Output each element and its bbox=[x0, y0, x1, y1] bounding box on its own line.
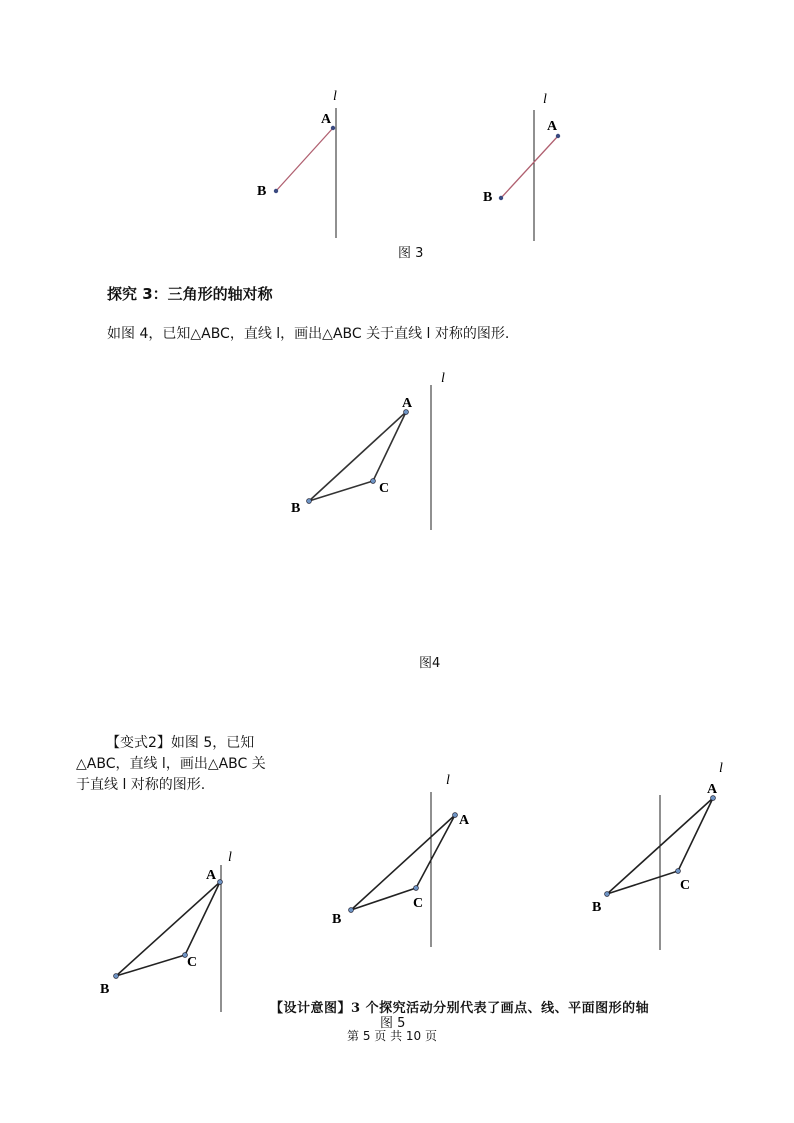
label-b: B bbox=[332, 912, 342, 927]
label-b: B bbox=[100, 982, 110, 997]
line-l-label: l bbox=[441, 371, 445, 386]
figure5-caption: 图 5 bbox=[380, 1016, 406, 1031]
point-b bbox=[114, 974, 119, 979]
label-c: C bbox=[379, 481, 390, 496]
point-c bbox=[371, 479, 376, 484]
figure4-caption: 图4 bbox=[419, 656, 441, 671]
figure5-right bbox=[592, 761, 723, 950]
label-b: B bbox=[291, 501, 301, 516]
label-a: A bbox=[206, 868, 217, 883]
point-b bbox=[274, 189, 278, 193]
segment-ab bbox=[501, 136, 558, 198]
point-a bbox=[218, 880, 223, 885]
point-b bbox=[307, 499, 312, 504]
point-c bbox=[414, 886, 419, 891]
figure5-middle bbox=[332, 773, 470, 947]
line-l-label: l bbox=[333, 89, 337, 104]
figure4 bbox=[291, 371, 445, 530]
label-b: B bbox=[483, 190, 493, 205]
line-l-label: l bbox=[446, 773, 450, 788]
label-a: A bbox=[547, 119, 558, 134]
variant2-text: 【变式2】如图 5，已知△ABC，直线 l，画出△ABC 关于直线 l 对称的图形. bbox=[76, 735, 266, 793]
line-l-label: l bbox=[719, 761, 723, 776]
label-c: C bbox=[680, 878, 691, 893]
point-a bbox=[331, 126, 335, 130]
point-b bbox=[605, 892, 610, 897]
point-a bbox=[453, 813, 458, 818]
figure3-right bbox=[483, 92, 560, 241]
point-b bbox=[499, 196, 503, 200]
triangle-abc bbox=[116, 882, 220, 976]
label-a: A bbox=[402, 396, 413, 411]
figure5-left bbox=[100, 850, 232, 1012]
figure3-left bbox=[257, 89, 337, 238]
point-b bbox=[349, 908, 354, 913]
point-a bbox=[556, 134, 560, 138]
triangle-abc bbox=[351, 815, 455, 910]
triangle-abc bbox=[309, 412, 406, 501]
segment-ab bbox=[276, 128, 333, 191]
point-c bbox=[676, 869, 681, 874]
label-b: B bbox=[592, 900, 602, 915]
design-intent: 【设计意图】3 个探究活动分别代表了画点、线、平面图形的轴 bbox=[270, 1001, 650, 1016]
label-b: B bbox=[257, 184, 267, 199]
label-c: C bbox=[187, 955, 198, 970]
line-l-label: l bbox=[543, 92, 547, 107]
section3-heading: 探究 3：三角形的轴对称 bbox=[107, 285, 273, 303]
label-a: A bbox=[321, 112, 332, 127]
label-a: A bbox=[707, 782, 718, 797]
label-a: A bbox=[459, 813, 470, 828]
label-c: C bbox=[413, 896, 424, 911]
page-footer: 第 5 页 共 10 页 bbox=[347, 1029, 437, 1043]
section3-text: 如图 4，已知△ABC，直线 l，画出△ABC 关于直线 l 对称的图形. bbox=[107, 326, 510, 342]
line-l-label: l bbox=[228, 850, 232, 865]
figure3-caption: 图 3 bbox=[398, 246, 424, 261]
